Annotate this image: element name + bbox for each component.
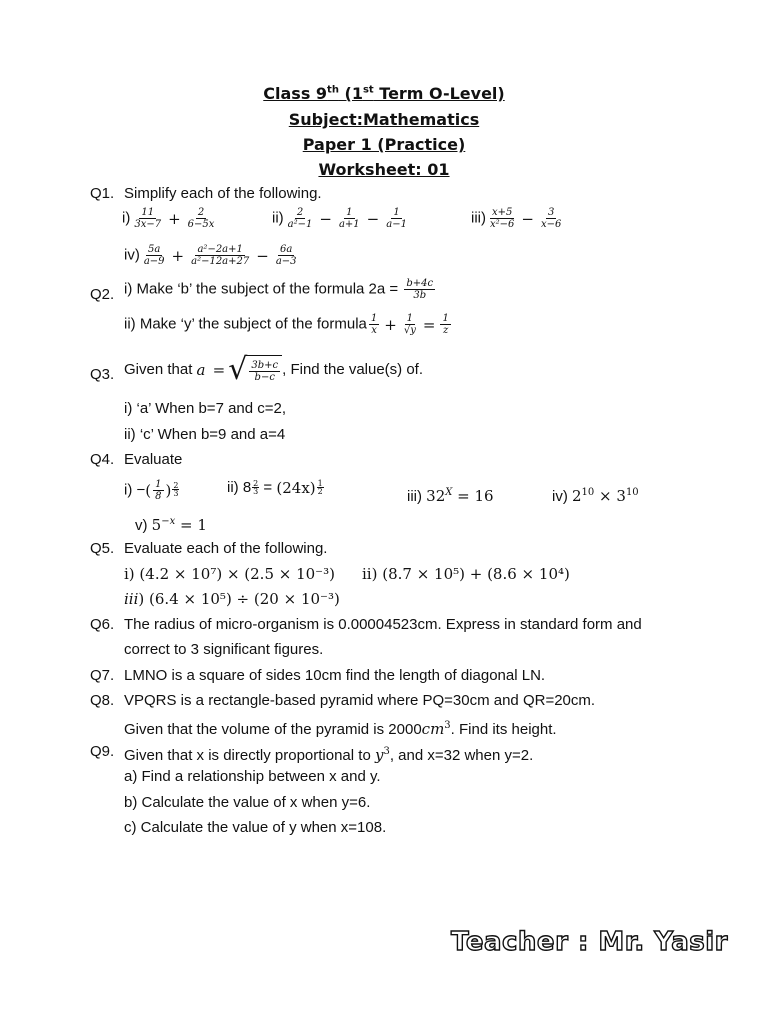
q4-number: Q4. [90, 451, 115, 468]
q9-line1: Given that x is directly proportional to $y^3$, and x=32 when y=2. [124, 746, 534, 764]
header-class-title: Class 9th (1st Term O-Level) [263, 84, 505, 103]
q8-line2: Given that the volume of the pyramid is $2000cm^3$. Find its height. [124, 720, 557, 738]
q3-ii: ii) ‘c’ When b=9 and a=4 [124, 426, 286, 443]
q9-number: Q9. [90, 743, 115, 760]
q7-line1: LMNO is a square of sides 10cm find the length of diagonal LN. [124, 667, 546, 684]
q8-line1: VPQRS is a rectangle-based pyramid where PQ=30cm and QR=20cm. [124, 692, 596, 709]
q4-text: Evaluate [124, 451, 183, 468]
q5-number: Q5. [90, 540, 115, 557]
q7-number: Q7. [90, 667, 115, 684]
q4-v: v) $5^{-x} = 1$ [135, 516, 207, 534]
header-paper: Paper 1 (Practice) [302, 135, 466, 154]
q9-b: b) Calculate the value of x when y=6. [124, 794, 371, 811]
q6-line2: correct to 3 significant figures. [124, 641, 324, 658]
q1-text: Simplify each of the following. [124, 185, 322, 202]
q3-text: Given that a = √ $\frac{3b+c}{b-c}$ , Find the value(s) of. [124, 352, 424, 387]
q5-i: i) (4.2 × 10⁷) × (2.5 × 10⁻³) [124, 565, 335, 583]
q1-iv: iv) $\frac{5a}{a-9}$ + $\frac{\text{a²−2a+1}}{\text{a²−12a+27}}$ − $\frac{6a}{a-3}$ [124, 244, 297, 267]
q4-i: i) −( $\frac{1}{8}$ ) $\frac{2}{3}$ [124, 479, 179, 502]
q9-a: a) Find a relationship between x and y. [124, 768, 381, 785]
q2-ii: ii) Make ‘y’ the subject of the formula $\frac{1}{x}$ + $\frac{1}{√y}$ = $\frac{1}{z}$ [124, 313, 449, 336]
teacher-name: Teacher : Mr. Yasir [451, 927, 728, 957]
header-subject: Subject:Mathematics [288, 110, 480, 129]
q5-ii: ii) (8.7 × 10⁵) + (8.6 × 10⁴) [362, 565, 570, 583]
q3-number: Q3. [90, 366, 115, 383]
q1-i: i) $\frac{11}{3x-7}$ + $\frac{2}{6-5x}$ [122, 207, 215, 230]
q1-ii: ii) $\frac{2}{\text{a²−1}}$ − $\frac{1}{a+1}$ − $\frac{1}{a-1}$ [272, 207, 407, 230]
q4-iii: iii) $32^X = 16$ [407, 487, 494, 505]
q1-number: Q1. [90, 185, 115, 202]
q5-iii: iii) (6.4 × 10⁵) ÷ (20 × 10⁻³) [124, 590, 340, 608]
q2-i: i) Make ‘b’ the subject of the formula 2a = $\frac{b+4c}{3b}$ [124, 278, 434, 301]
q2-number: Q2. [90, 286, 115, 303]
q3-i: i) ‘a’ When b=7 and c=2, [124, 400, 287, 417]
q6-number: Q6. [90, 616, 115, 633]
q9-c: c) Calculate the value of y when x=108. [124, 819, 387, 836]
q8-number: Q8. [90, 692, 115, 709]
q5-text: Evaluate each of the following. [124, 540, 328, 557]
q4-ii: ii) 8 $\frac{2}{3}$ = (24x) $\frac{1}{2}$ [227, 479, 323, 498]
header-worksheet: Worksheet: 01 [318, 160, 450, 179]
q6-line1: The radius of micro-organism is 0.00004523cm. Express in standard form and [124, 616, 642, 633]
q4-iv: iv) $2^{10} \times 3^{10}$ [552, 487, 639, 505]
q1-iii: iii) $\frac{x+5}{\text{x²−6}}$ − $\frac{3}{x-6}$ [471, 207, 562, 230]
